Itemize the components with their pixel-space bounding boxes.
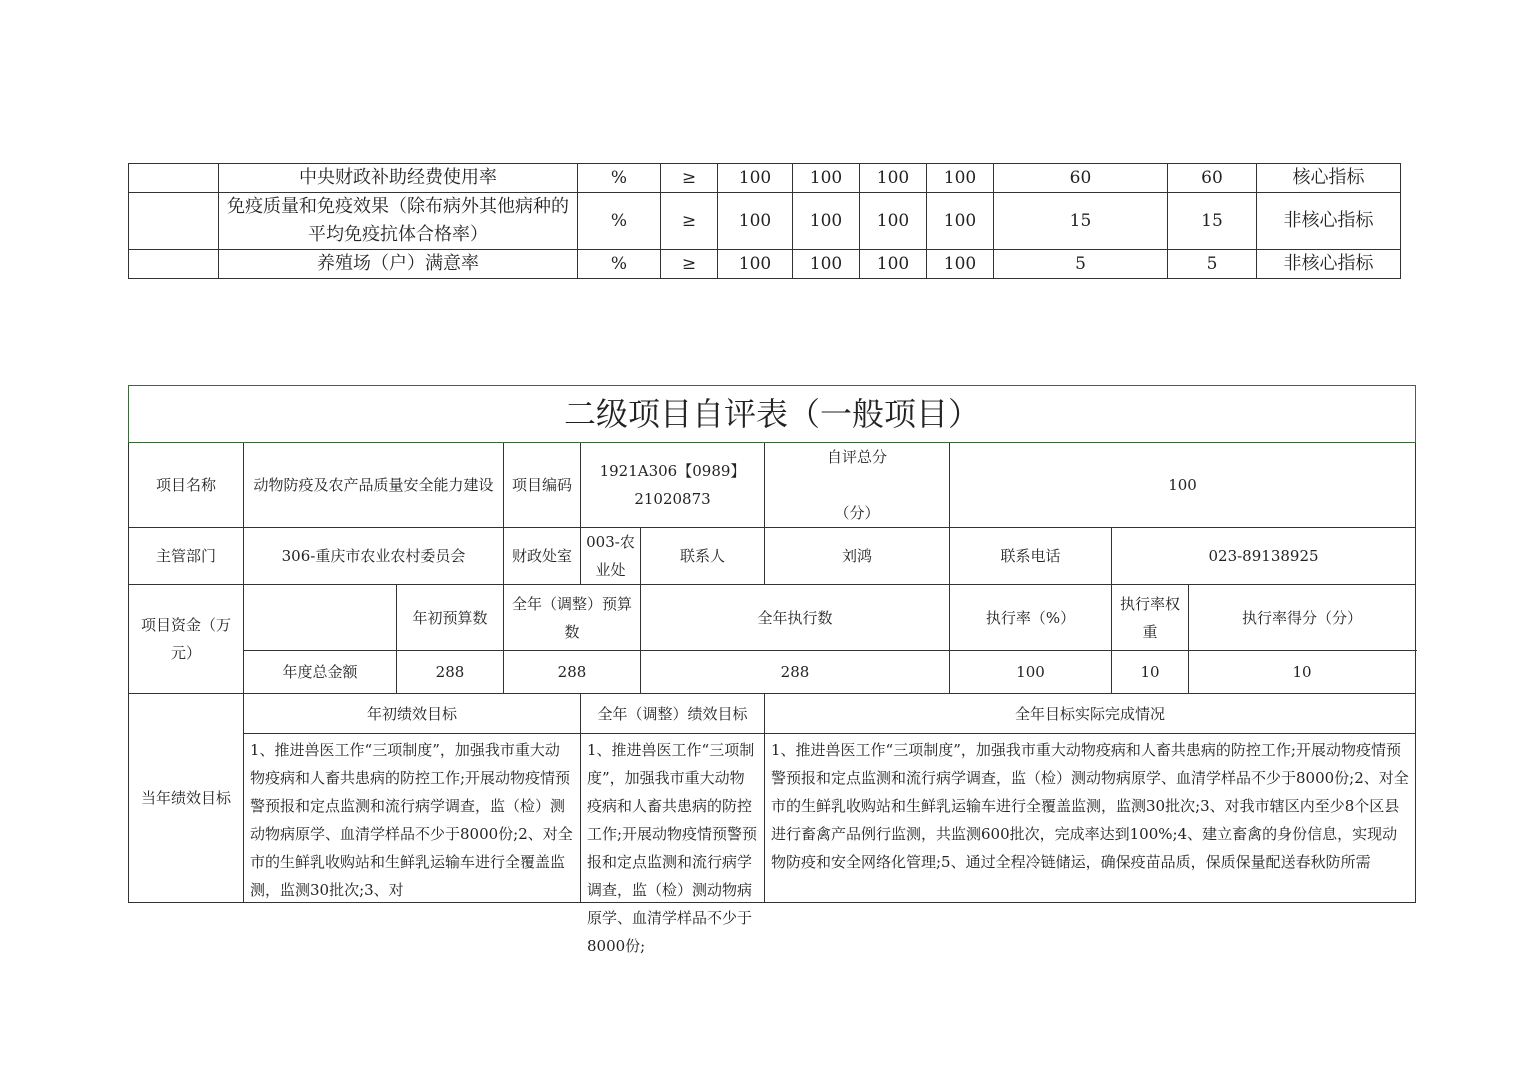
indicator-blank-cell xyxy=(129,250,219,279)
indicator-row xyxy=(129,164,1401,193)
indicator-value: 100 xyxy=(718,250,793,279)
indicator-score: 5 xyxy=(1168,250,1257,279)
indicator-value: 100 xyxy=(718,164,793,193)
funds-executed: 288 xyxy=(641,651,950,694)
project-name: 动物防疫及农产品质量安全能力建设 xyxy=(244,443,504,528)
indicator-value: 100 xyxy=(793,193,860,250)
funds-adjusted-header: 全年（调整）预算数 xyxy=(504,585,641,651)
indicator-weight: 60 xyxy=(994,164,1168,193)
funds-rate-weight: 10 xyxy=(1112,651,1189,694)
funds-blank-cell xyxy=(244,585,397,651)
indicator-weight: 15 xyxy=(994,193,1168,250)
indicator-value: 100 xyxy=(860,193,927,250)
goals-adjusted-header: 全年（调整）绩效目标 xyxy=(581,694,765,734)
office: 003-农业处 xyxy=(581,528,641,585)
indicator-row xyxy=(129,193,1401,250)
dept-label: 主管部门 xyxy=(129,528,244,585)
funds-adjusted: 288 xyxy=(504,651,641,694)
self-evaluation-form xyxy=(128,385,1416,955)
indicator-score: 60 xyxy=(1168,164,1257,193)
indicator-value: 100 xyxy=(927,193,994,250)
indicator-value: 100 xyxy=(927,164,994,193)
goals-adjusted-cell xyxy=(581,734,765,955)
indicator-blank-cell xyxy=(129,193,219,250)
total-score: 100 xyxy=(950,443,1416,528)
indicator-table xyxy=(128,163,1401,279)
goals-initial-header: 年初绩效目标 xyxy=(244,694,581,734)
goals-actual-header: 全年目标实际完成情况 xyxy=(765,694,1416,734)
form-title-row xyxy=(129,386,1416,443)
contact-label: 联系人 xyxy=(641,528,765,585)
indicator-row xyxy=(129,250,1401,279)
goals-label: 当年绩效目标 xyxy=(129,694,244,903)
indicator-unit: % xyxy=(578,193,661,250)
office-label: 财政处室 xyxy=(504,528,581,585)
indicator-unit: % xyxy=(578,250,661,279)
funds-rate: 100 xyxy=(950,651,1112,694)
funds-rate-weight-header: 执行率权重 xyxy=(1112,585,1189,651)
project-code-label: 项目编码 xyxy=(504,443,581,528)
funds-label: 项目资金（万元） xyxy=(129,585,244,694)
indicator-value: 100 xyxy=(793,250,860,279)
department-row xyxy=(129,528,1416,585)
indicator-value: 100 xyxy=(718,193,793,250)
indicator-kind: 非核心指标 xyxy=(1257,250,1401,279)
indicator-operator: ≥ xyxy=(661,250,718,279)
goals-actual-cell xyxy=(765,734,1416,903)
total-score-label: 自评总分 xyxy=(826,448,887,466)
funds-executed-header: 全年执行数 xyxy=(641,585,950,651)
total-score-label-cell xyxy=(765,443,950,528)
funds-header-row xyxy=(129,585,1416,651)
form-title: 二级项目自评表（一般项目） xyxy=(129,386,1416,443)
goals-actual-text: 1、推进兽医工作“三项制度”，加强我市重大动物疫病和人畜共患病的防控工作;开展动物疫情预警预报和定点监测和流行病学调查，监（检）测动物病原学、血清学样品不少于8000份;2、对全市的生鲜乳收购站和生鲜乳运输车进行全覆盖监测，监测30批次;3、对我市辖区内至少8个区县进行畜禽产品例行监测，共监测600批次，完成率达到100%;4、建立畜禽的身份信息，实现动物防疫和安全网络化管理;5、通过全程冷链储运，确保疫苗品质，保质保量配送春秋防所需 xyxy=(771,741,1409,871)
indicator-operator: ≥ xyxy=(661,193,718,250)
indicator-value: 100 xyxy=(793,164,860,193)
funds-initial-header: 年初预算数 xyxy=(397,585,504,651)
total-score-unit: （分） xyxy=(834,504,880,522)
funds-row-label: 年度总金额 xyxy=(244,651,397,694)
indicator-value: 100 xyxy=(927,250,994,279)
indicator-blank-cell xyxy=(129,164,219,193)
funds-rate-score-header: 执行率得分（分） xyxy=(1189,585,1416,651)
project-info-row xyxy=(129,443,1416,528)
indicator-value: 100 xyxy=(860,164,927,193)
project-code: 1921A306【0989】21020873 xyxy=(581,443,765,528)
goals-header-row xyxy=(129,694,1416,734)
indicator-weight: 5 xyxy=(994,250,1168,279)
indicator-kind: 非核心指标 xyxy=(1257,193,1401,250)
funds-rate-score: 10 xyxy=(1189,651,1416,694)
indicator-kind: 核心指标 xyxy=(1257,164,1401,193)
funds-rate-header: 执行率（%） xyxy=(950,585,1112,651)
funds-initial: 288 xyxy=(397,651,504,694)
indicator-unit: % xyxy=(578,164,661,193)
indicator-operator: ≥ xyxy=(661,164,718,193)
contact: 刘鸿 xyxy=(765,528,950,585)
project-name-label: 项目名称 xyxy=(129,443,244,528)
goals-text-row xyxy=(129,734,1416,903)
phone: 023-89138925 xyxy=(1112,528,1416,585)
indicator-name: 中央财政补助经费使用率 xyxy=(219,164,578,193)
goals-initial-text: 1、推进兽医工作“三项制度”，加强我市重大动物疫病和人畜共患病的防控工作;开展动物疫情预警预报和定点监测和流行病学调查，监（检）测动物病原学、血清学样品不少于8000份;2、对全市的生鲜乳收购站和生鲜乳运输车进行全覆盖监测，监测30批次;3、对 xyxy=(250,741,573,899)
indicator-name: 养殖场（户）满意率 xyxy=(219,250,578,279)
phone-label: 联系电话 xyxy=(950,528,1112,585)
funds-value-row xyxy=(129,651,1416,694)
dept: 306-重庆市农业农村委员会 xyxy=(244,528,504,585)
indicator-score: 15 xyxy=(1168,193,1257,250)
indicator-value: 100 xyxy=(860,250,927,279)
goals-initial-cell xyxy=(244,734,581,903)
goals-adjusted-text: 1、推进兽医工作“三项制度”，加强我市重大动物疫病和人畜共患病的防控工作;开展动物疫情预警预报和定点监测和流行病学调查，监（检）测动物病原学、血清学样品不少于8000份; xyxy=(587,741,758,955)
indicator-name: 免疫质量和免疫效果（除布病外其他病种的平均免疫抗体合格率） xyxy=(219,193,578,250)
